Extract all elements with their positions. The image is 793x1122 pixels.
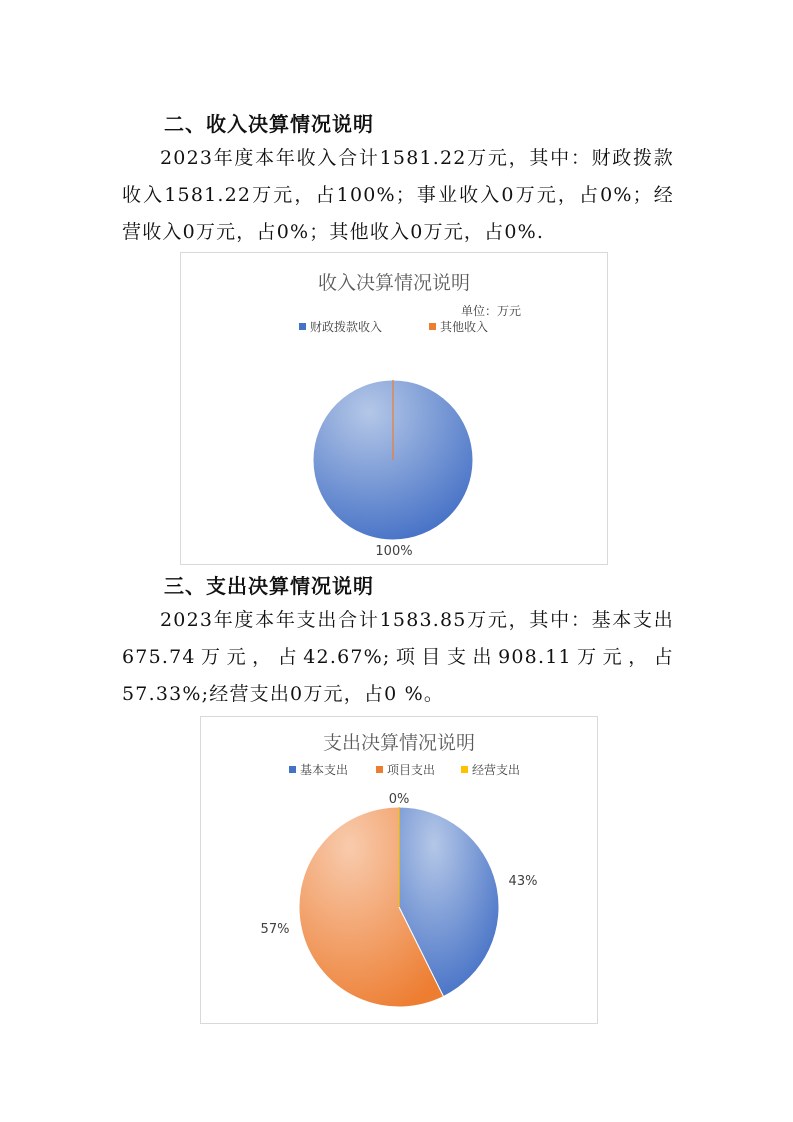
income-pie-chart <box>181 253 607 564</box>
income-section-heading: 二、收入决算情况说明 <box>164 112 374 136</box>
income-paragraph: 2023年度本年收入合计1581.22万元，其中：财政拨款收入1581.22万元，占100%；事业收入0万元，占0%；经营收入0万元，占0%；其他收入0万元，占0%. <box>122 147 674 243</box>
chart-unit-label: 单位：万元 <box>461 304 522 318</box>
chart-title: 支出决算情况说明 <box>322 732 476 754</box>
legend-swatch <box>376 766 383 773</box>
legend-label: 其他收入 <box>440 320 489 334</box>
legend-swatch <box>429 323 436 330</box>
legend-swatch <box>299 323 306 330</box>
income-chart <box>180 252 608 565</box>
expense-pie-chart <box>201 717 597 1023</box>
data-label: 43% <box>508 874 538 889</box>
chart-title: 收入决算情况说明 <box>317 272 471 294</box>
expense-section-heading: 三、支出决算情况说明 <box>164 574 374 598</box>
legend-label: 财政拨款收入 <box>310 320 383 334</box>
legend-label: 项目支出 <box>387 763 436 777</box>
legend-label: 经营支出 <box>472 763 521 777</box>
legend-label: 基本支出 <box>300 763 349 777</box>
expense-paragraph: 2023年度本年支出合计1583.85万元，其中：基本支出675.74万元，占42.67%;项目支出908.11万元，占57.33%;经营支出0万元，占0 %。 <box>122 609 674 705</box>
data-label: 100% <box>375 544 413 559</box>
expense-chart <box>200 716 598 1024</box>
data-label: 0% <box>388 792 410 807</box>
legend-swatch <box>289 766 296 773</box>
data-label: 57% <box>260 922 290 937</box>
legend-swatch <box>461 766 468 773</box>
